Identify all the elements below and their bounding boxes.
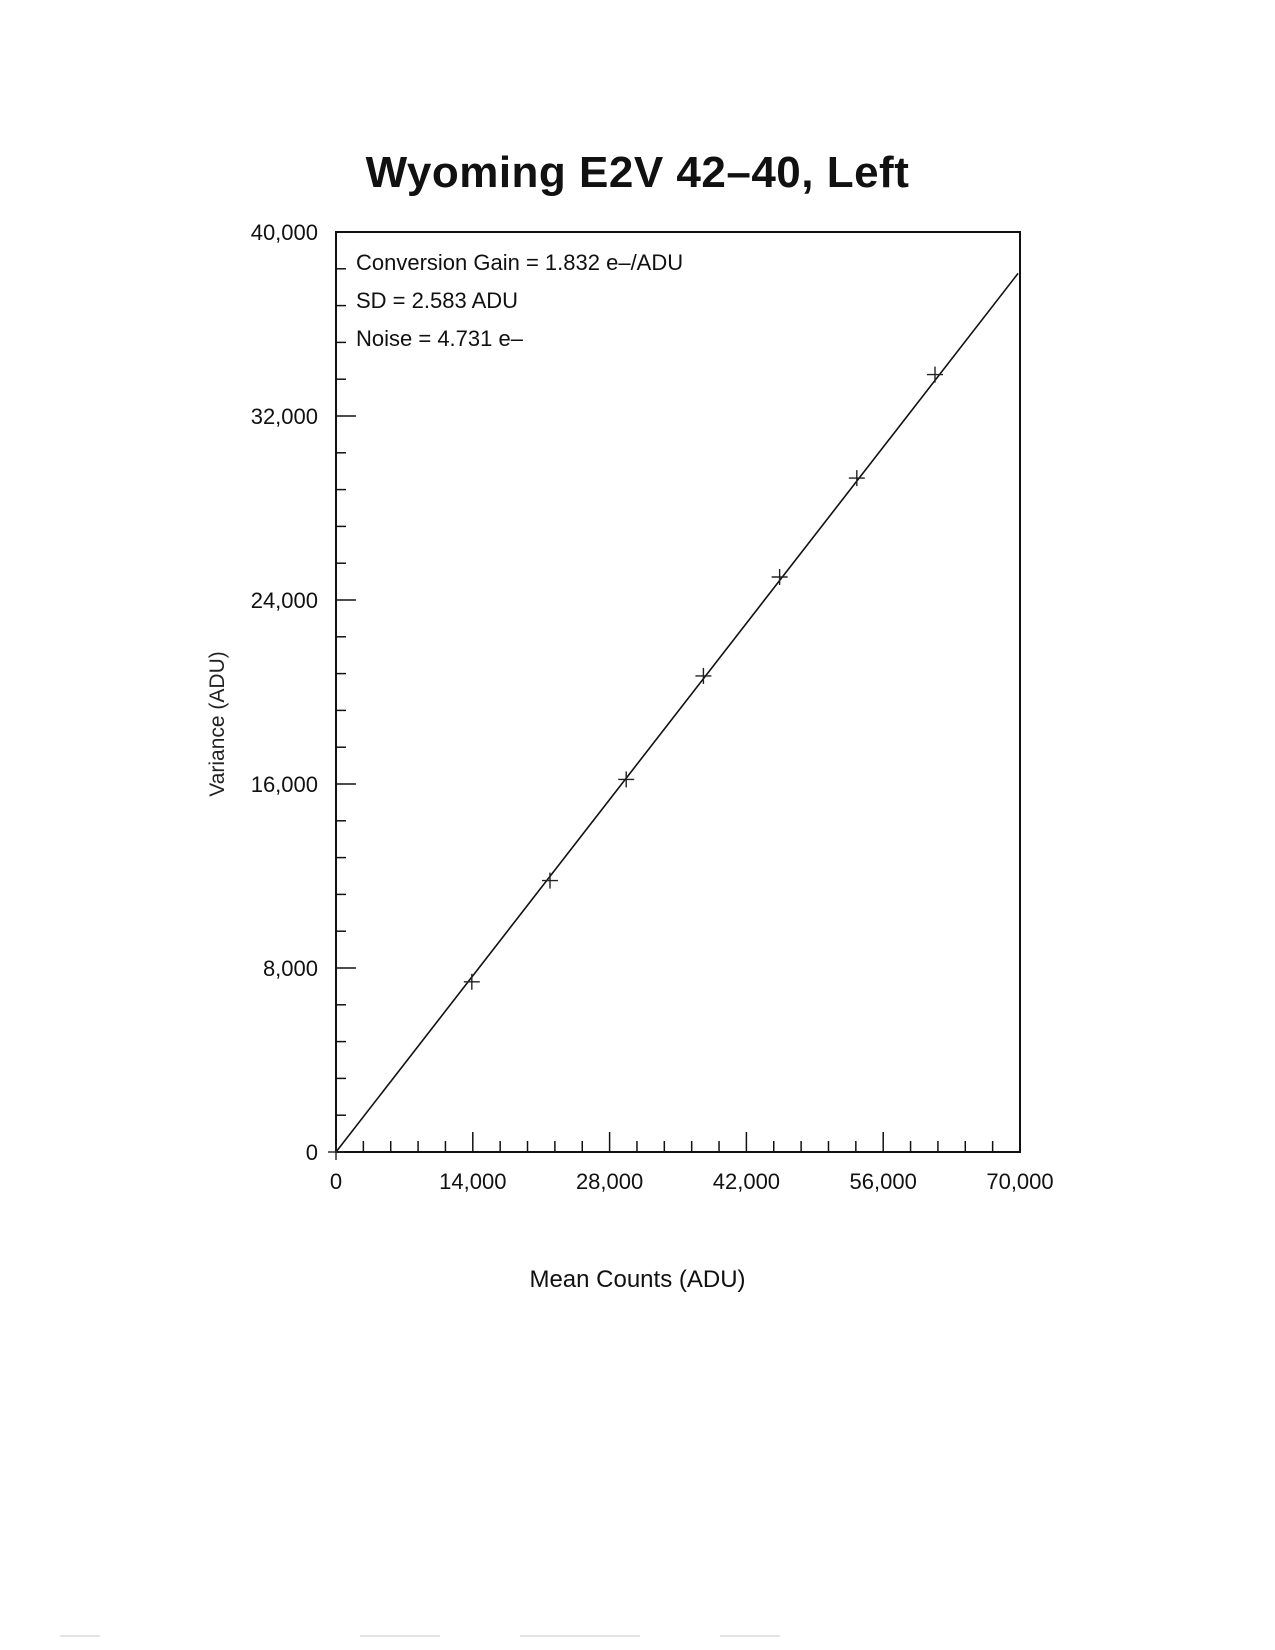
y-tick-label: 40,000 bbox=[250, 220, 318, 245]
fit-line bbox=[336, 273, 1018, 1152]
y-tick-label: 8,000 bbox=[262, 956, 318, 981]
x-tick-label: 70,000 bbox=[986, 1169, 1054, 1194]
x-tick-label: 42,000 bbox=[712, 1169, 781, 1194]
x-tick-label: 56,000 bbox=[849, 1169, 917, 1194]
x-tick-label: 28,000 bbox=[575, 1169, 644, 1194]
scan-edge-mark bbox=[520, 1635, 640, 1637]
data-point bbox=[542, 873, 558, 889]
plot-frame bbox=[336, 232, 1020, 1152]
y-tick-label: 0 bbox=[305, 1140, 318, 1165]
y-tick-label: 32,000 bbox=[250, 404, 318, 429]
x-tick-label: 14,000 bbox=[439, 1169, 507, 1194]
scan-edge-mark bbox=[720, 1635, 780, 1637]
fit-annotation: Conversion Gain = 1.832 e–/ADU bbox=[356, 250, 684, 275]
data-point bbox=[328, 1144, 344, 1160]
data-point bbox=[849, 470, 865, 486]
y-axis-label: Variance (ADU) bbox=[206, 651, 229, 797]
x-tick-label: 0 bbox=[329, 1169, 343, 1194]
data-point bbox=[927, 367, 943, 383]
data-point bbox=[464, 974, 480, 990]
y-tick-label: 16,000 bbox=[250, 772, 318, 797]
x-axis-label: Mean Counts (ADU) bbox=[529, 1266, 746, 1293]
data-point bbox=[772, 569, 788, 585]
fit-annotation: SD = 2.583 ADU bbox=[356, 288, 519, 313]
y-tick-label: 24,000 bbox=[250, 588, 318, 613]
scan-edge-mark bbox=[60, 1635, 100, 1637]
chart-title: Wyoming E2V 42–40, Left bbox=[365, 148, 910, 197]
scan-edge-mark bbox=[360, 1635, 440, 1637]
fit-annotation: Noise = 4.731 e– bbox=[356, 326, 523, 351]
